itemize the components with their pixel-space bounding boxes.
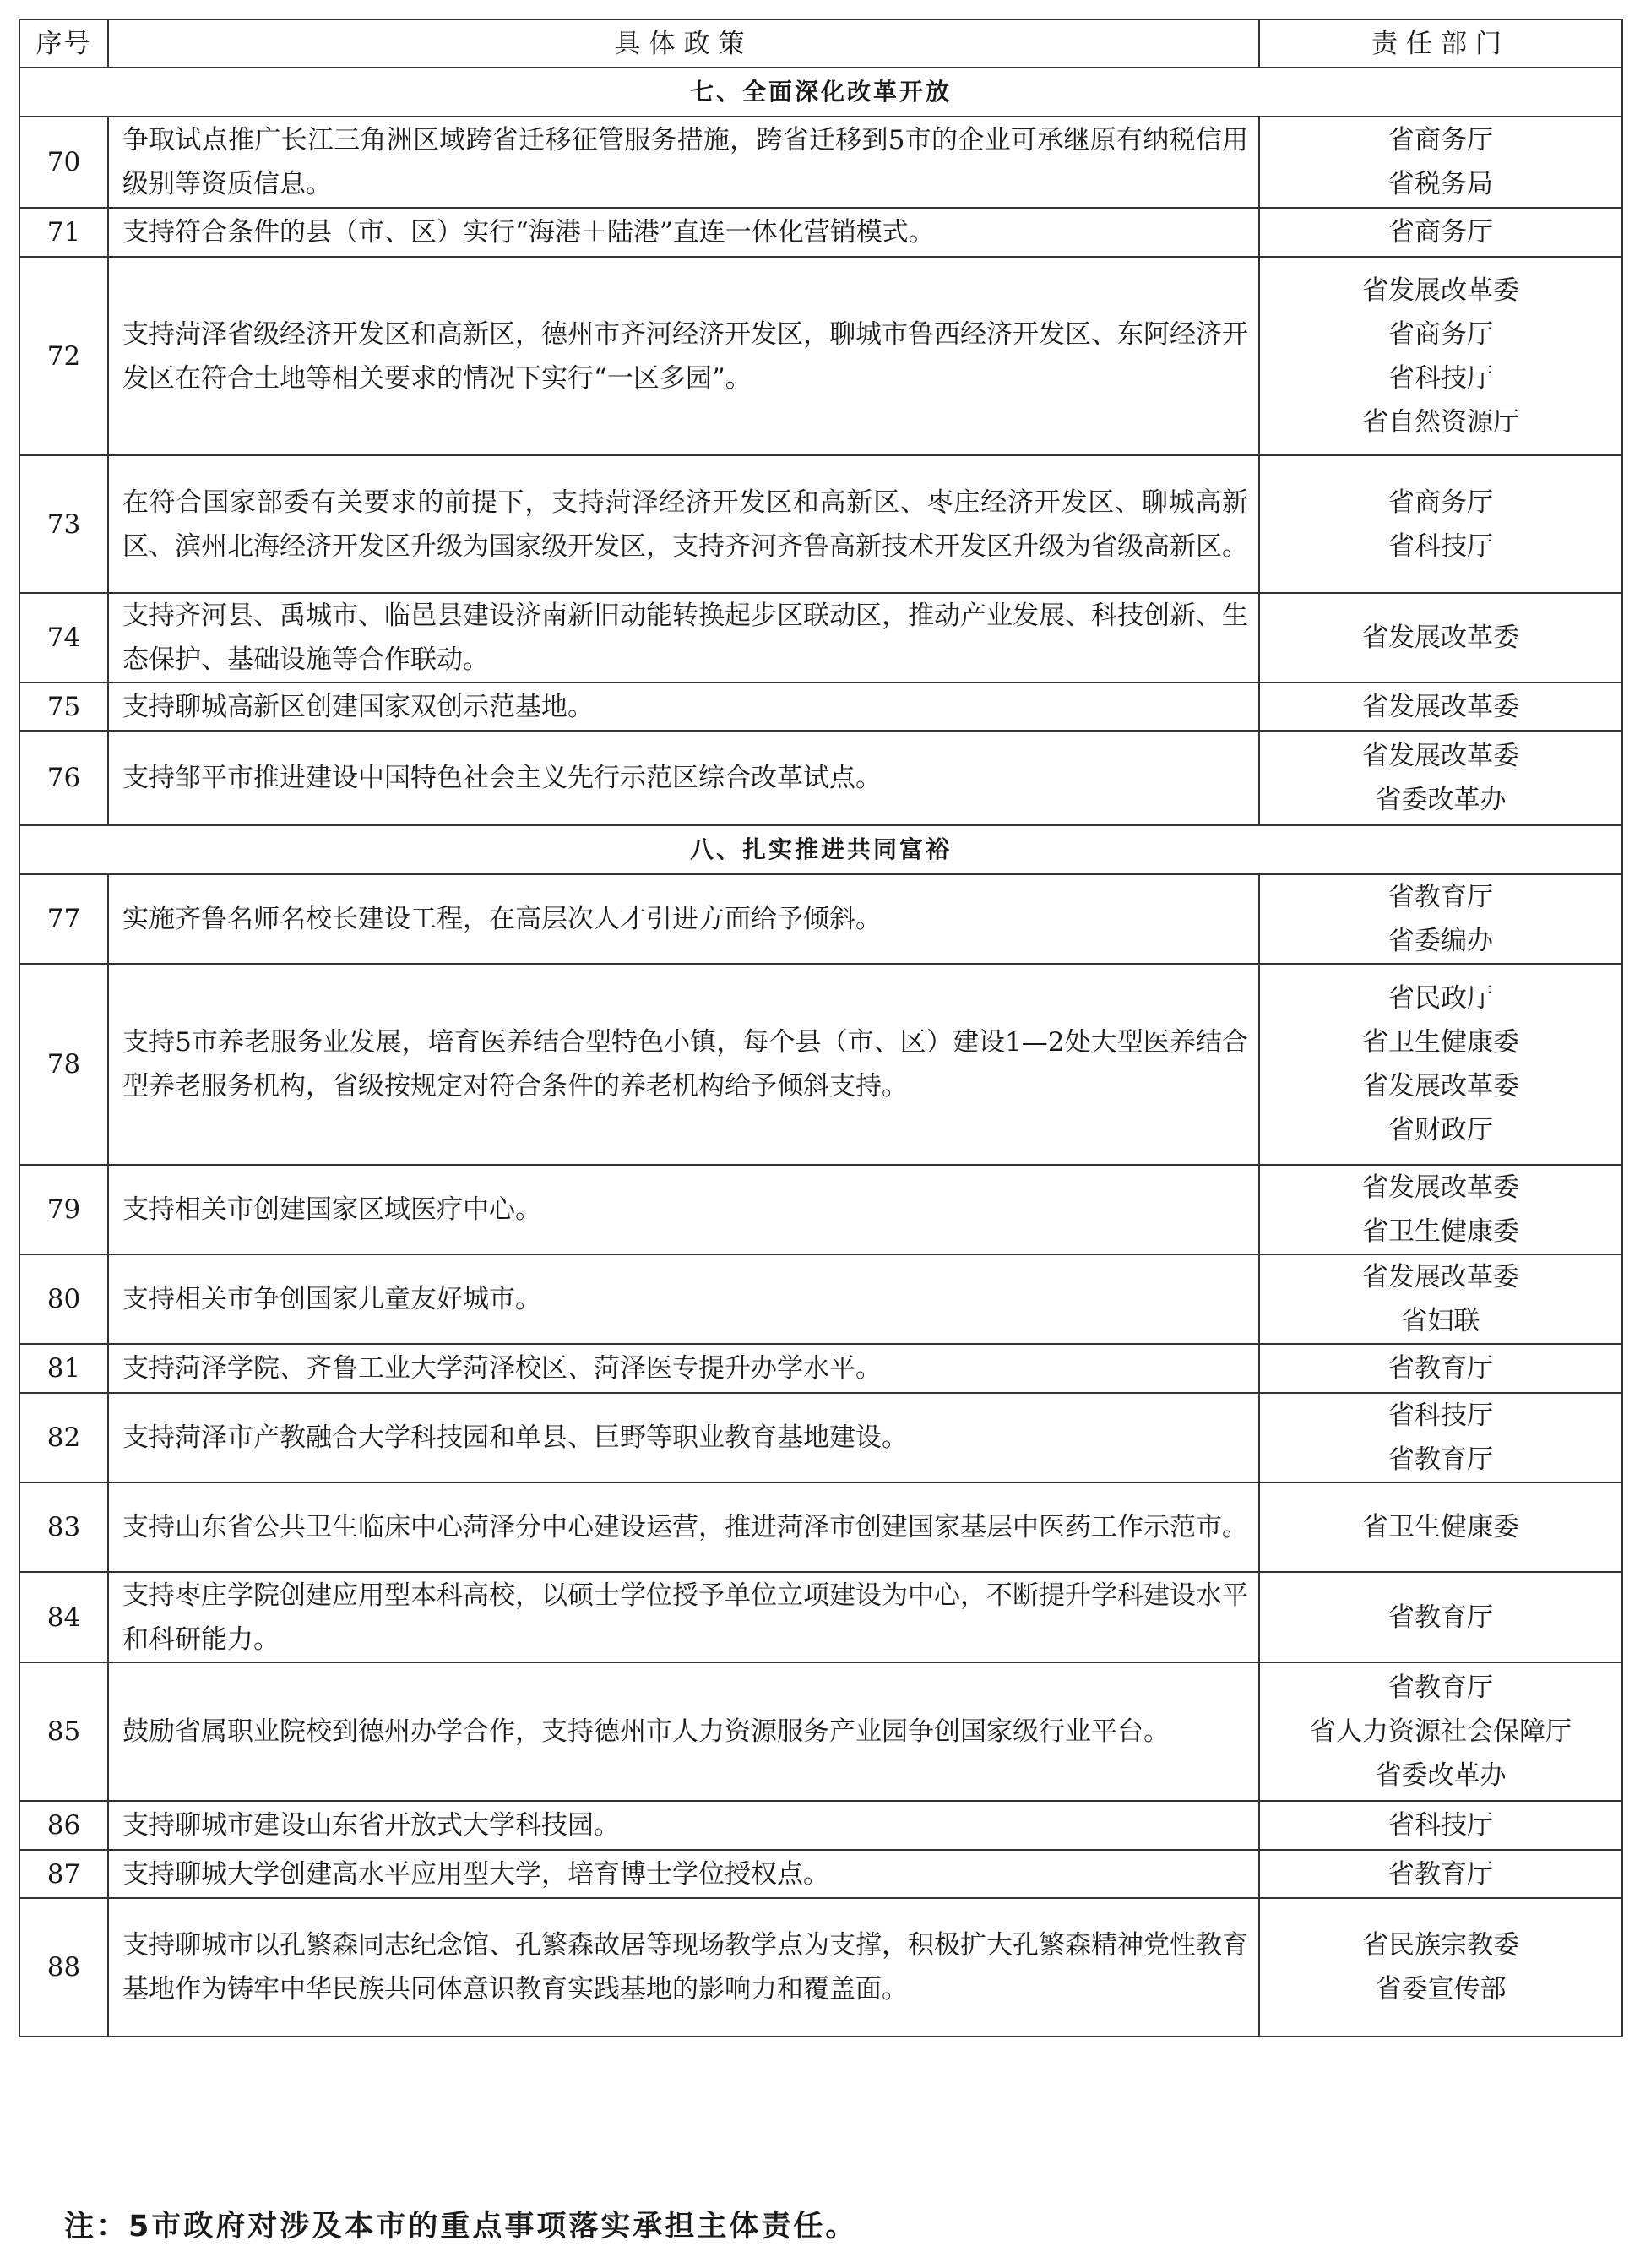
- policy-text: 鼓励省属职业院校到德州办学合作，支持德州市人力资源服务产业园争创国家级行业平台。: [108, 1662, 1259, 1801]
- department-cell: [1259, 731, 1622, 825]
- table-row: [19, 257, 1622, 455]
- department-cell: [1259, 1801, 1622, 1850]
- table-row: [19, 874, 1622, 964]
- section-title: 八、扎实推进共同富裕: [19, 825, 1622, 874]
- department-name: 省妇联: [1401, 1306, 1480, 1336]
- policy-text: 支持齐河县、禹城市、临邑县建设济南新旧动能转换起步区联动区，推动产业发展、科技创新、生态保护、基础设施等合作联动。: [108, 593, 1259, 683]
- row-number: 83: [19, 1482, 108, 1572]
- department-name: 省发展改革委: [1362, 623, 1519, 653]
- department-name: 省教育厅: [1388, 1353, 1493, 1384]
- table-row: [19, 1482, 1622, 1572]
- department-name: 省科技厅: [1388, 362, 1493, 394]
- department-name: 省卫生健康委: [1362, 1216, 1519, 1247]
- department-name: 省卫生健康委: [1362, 1027, 1519, 1058]
- policy-text: 支持聊城大学创建高水平应用型大学，培育博士学位授权点。: [108, 1850, 1259, 1898]
- table-row: [19, 1898, 1622, 2037]
- policy-text: 实施齐鲁名师名校长建设工程，在高层次人才引进方面给予倾斜。: [108, 874, 1259, 964]
- policy-text: 支持聊城高新区创建国家双创示范基地。: [108, 683, 1259, 731]
- row-number: 82: [19, 1393, 108, 1482]
- policy-text: 支持菏泽学院、齐鲁工业大学菏泽校区、菏泽医专提升办学水平。: [108, 1344, 1259, 1393]
- department-name: 省财政厅: [1388, 1115, 1493, 1145]
- department-name: 省委改革办: [1375, 1760, 1507, 1791]
- table-row: [19, 1662, 1622, 1801]
- department-cell: [1259, 1344, 1622, 1393]
- policy-text: 支持相关市争创国家儿童友好城市。: [108, 1254, 1259, 1344]
- department-name: 省商务厅: [1388, 487, 1493, 518]
- row-number: 76: [19, 731, 108, 825]
- table-row: [19, 593, 1622, 683]
- policy-text: 支持5市养老服务业发展，培育医养结合型特色小镇，每个县（市、区）建设1—2处大型医养结合型养老服务机构，省级按规定对符合条件的养老机构给予倾斜支持。: [108, 964, 1259, 1165]
- department-name: 省科技厅: [1388, 530, 1493, 562]
- department-name: 省教育厅: [1388, 1444, 1493, 1475]
- department-cell: [1259, 964, 1622, 1165]
- department-name: 省发展改革委: [1362, 1262, 1519, 1292]
- table-header-row: [19, 19, 1622, 68]
- department-cell: [1259, 1572, 1622, 1662]
- department-name: 省委改革办: [1375, 785, 1507, 815]
- department-name: 省委编办: [1388, 926, 1493, 956]
- department-name: 省发展改革委: [1362, 1071, 1519, 1101]
- row-number: 85: [19, 1662, 108, 1801]
- department-cell: [1259, 1254, 1622, 1344]
- row-number: 71: [19, 208, 108, 257]
- policy-text: 支持菏泽省级经济开发区和高新区，德州市齐河经济开发区，聊城市鲁西经济开发区、东阿经济开发区在符合土地等相关要求的情况下实行“一区多园”。: [108, 257, 1259, 455]
- department-name: 省科技厅: [1388, 1810, 1493, 1841]
- policy-text: 支持邹平市推进建设中国特色社会主义先行示范区综合改革试点。: [108, 731, 1259, 825]
- row-number: 87: [19, 1850, 108, 1898]
- table-row: [19, 1165, 1622, 1254]
- row-number: 78: [19, 964, 108, 1165]
- policy-text: 支持菏泽市产教融合大学科技园和单县、巨野等职业教育基地建设。: [108, 1393, 1259, 1482]
- table-row: [19, 1344, 1622, 1393]
- department-cell: [1259, 1850, 1622, 1898]
- table-row: [19, 1801, 1622, 1850]
- department-name: 省税务局: [1388, 169, 1493, 199]
- row-number: 88: [19, 1898, 108, 2037]
- row-number: 75: [19, 683, 108, 731]
- department-name: 省发展改革委: [1362, 691, 1519, 722]
- row-number: 77: [19, 874, 108, 964]
- policy-text: 支持枣庄学院创建应用型本科高校，以硕士学位授予单位立项建设为中心，不断提升学科建设水平和科研能力。: [108, 1572, 1259, 1662]
- department-name: 省发展改革委: [1362, 1172, 1519, 1203]
- section-row: [19, 825, 1622, 874]
- row-number: 70: [19, 117, 108, 208]
- department-cell: [1259, 117, 1622, 208]
- row-number: 72: [19, 257, 108, 455]
- department-cell: [1259, 1898, 1622, 2037]
- header-policy: 具体政策: [108, 19, 1259, 68]
- policy-text: 支持相关市创建国家区域医疗中心。: [108, 1165, 1259, 1254]
- department-name: 省人力资源社会保障厅: [1310, 1716, 1572, 1747]
- policy-text: 支持聊城市以孔繁森同志纪念馆、孔繁森故居等现场教学点为支撑，积极扩大孔繁森精神党性教育基地作为铸牢中华民族共同体意识教育实践基地的影响力和覆盖面。: [108, 1898, 1259, 2037]
- department-cell: [1259, 593, 1622, 683]
- table-row: [19, 683, 1622, 731]
- table-body: [19, 68, 1622, 2037]
- row-number: 86: [19, 1801, 108, 1850]
- department-name: 省发展改革委: [1362, 275, 1519, 306]
- table-row: [19, 455, 1622, 593]
- department-name: 省商务厅: [1388, 318, 1493, 350]
- department-cell: [1259, 1662, 1622, 1801]
- department-name: 省教育厅: [1388, 1602, 1493, 1633]
- table-row: [19, 1850, 1622, 1898]
- department-name: 省委宣传部: [1375, 1974, 1507, 2004]
- department-name: 省民政厅: [1388, 983, 1493, 1014]
- department-name: 省商务厅: [1388, 125, 1493, 155]
- policy-text: 支持聊城市建设山东省开放式大学科技园。: [108, 1801, 1259, 1850]
- department-name: 省科技厅: [1388, 1401, 1493, 1431]
- header-department: 责任部门: [1259, 19, 1622, 68]
- department-name: 省教育厅: [1388, 882, 1493, 912]
- row-number: 73: [19, 455, 108, 593]
- department-cell: [1259, 208, 1622, 257]
- header-number: 序号: [19, 19, 108, 68]
- section-title: 七、全面深化改革开放: [19, 68, 1622, 117]
- department-name: 省教育厅: [1388, 1672, 1493, 1703]
- department-cell: [1259, 455, 1622, 593]
- row-number: 84: [19, 1572, 108, 1662]
- policy-text: 争取试点推广长江三角洲区域跨省迁移征管服务措施，跨省迁移到5市的企业可承继原有纳税信用级别等资质信息。: [108, 117, 1259, 208]
- department-name: 省民族宗教委: [1362, 1930, 1519, 1961]
- table-row: [19, 1572, 1622, 1662]
- department-name: 省自然资源厅: [1362, 406, 1519, 438]
- table-row: [19, 208, 1622, 257]
- table-row: [19, 117, 1622, 208]
- footnote: 注：5市政府对涉及本市的重点事项落实承担主体责任。: [64, 2210, 858, 2244]
- department-name: 省发展改革委: [1362, 741, 1519, 771]
- row-number: 81: [19, 1344, 108, 1393]
- row-number: 74: [19, 593, 108, 683]
- department-cell: [1259, 1482, 1622, 1572]
- department-cell: [1259, 874, 1622, 964]
- table-row: [19, 1393, 1622, 1482]
- row-number: 80: [19, 1254, 108, 1344]
- section-row: [19, 68, 1622, 117]
- policy-text: 支持符合条件的县（市、区）实行“海港＋陆港”直连一体化营销模式。: [108, 208, 1259, 257]
- table-row: [19, 731, 1622, 825]
- department-name: 省卫生健康委: [1362, 1512, 1519, 1542]
- policy-text: 支持山东省公共卫生临床中心菏泽分中心建设运营，推进菏泽市创建国家基层中医药工作示范市。: [108, 1482, 1259, 1572]
- department-cell: [1259, 1393, 1622, 1482]
- policy-text: 在符合国家部委有关要求的前提下，支持菏泽经济开发区和高新区、枣庄经济开发区、聊城高新区、滨州北海经济开发区升级为国家级开发区，支持齐河齐鲁高新技术开发区升级为省级高新区。: [108, 455, 1259, 593]
- department-name: 省商务厅: [1388, 217, 1493, 247]
- department-name: 省教育厅: [1388, 1858, 1493, 1890]
- department-cell: [1259, 683, 1622, 731]
- department-cell: [1259, 1165, 1622, 1254]
- row-number: 79: [19, 1165, 108, 1254]
- department-cell: [1259, 257, 1622, 455]
- table-row: [19, 964, 1622, 1165]
- policy-table: [19, 19, 1623, 2037]
- table-row: [19, 1254, 1622, 1344]
